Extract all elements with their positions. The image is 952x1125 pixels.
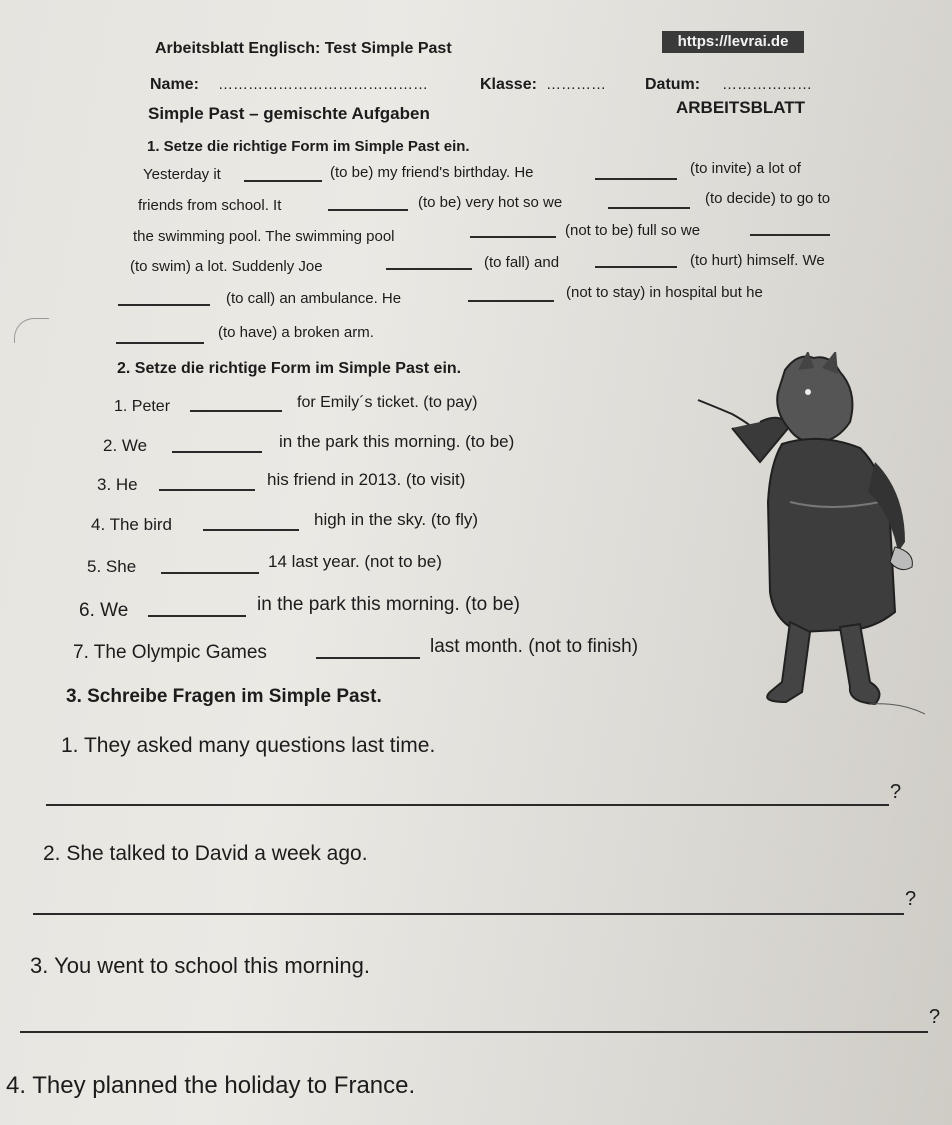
- section1-heading: 1. Setze die richtige Form im Simple Past ein.: [147, 138, 470, 155]
- exercise-item-end: high in the sky. (to fly): [314, 510, 479, 529]
- section1-text: (not to stay) in hospital but he: [566, 284, 763, 301]
- section1-text: (to be) my friend's birthday. He: [330, 164, 534, 181]
- answer-blank[interactable]: [203, 529, 299, 531]
- question-prompt: 4. They planned the holiday to France.: [6, 1072, 416, 1099]
- answer-blank[interactable]: [595, 266, 677, 268]
- exercise-item-start: 4. The bird: [91, 515, 172, 534]
- exercise-item-start: 2. We: [103, 436, 148, 455]
- date-label: Datum:: [645, 76, 701, 93]
- section1-text: the swimming pool. The swimming pool: [133, 228, 395, 245]
- section1-text: (to be) very hot so we: [418, 194, 563, 211]
- worksheet-title: Arbeitsblatt Englisch: Test Simple Past: [155, 40, 452, 57]
- section1-text: Yesterday it: [143, 166, 221, 183]
- name-label: Name:: [150, 76, 199, 93]
- answer-blank[interactable]: [159, 489, 255, 491]
- exercise-item-end: last month. (not to finish): [430, 636, 639, 657]
- exercise-item-end: his friend in 2013. (to visit): [267, 470, 466, 489]
- name-blank: ……………………………………: [218, 76, 428, 93]
- answer-blank[interactable]: [116, 342, 204, 344]
- answer-blank[interactable]: [608, 207, 690, 209]
- answer-blank[interactable]: [190, 410, 282, 412]
- answer-line[interactable]: [33, 913, 904, 915]
- answer-line[interactable]: [20, 1031, 928, 1033]
- answer-line[interactable]: [46, 804, 889, 806]
- answer-blank[interactable]: [468, 300, 554, 302]
- worksheet-subtitle: Simple Past – gemischte Aufgaben: [148, 104, 430, 123]
- section1-text: (not to be) full so we: [565, 222, 701, 239]
- class-blank: …………: [546, 76, 606, 93]
- source-url-badge[interactable]: https://levrai.de: [662, 31, 804, 53]
- exercise-item-start: 3. He: [97, 475, 138, 494]
- question-mark: ?: [890, 781, 902, 803]
- question-prompt: 2. She talked to David a week ago.: [43, 842, 368, 865]
- answer-blank[interactable]: [118, 304, 210, 306]
- question-prompt: 3. You went to school this morning.: [30, 953, 370, 978]
- exercise-item-start: 5. She: [87, 557, 137, 576]
- question-mark: ?: [905, 888, 917, 910]
- section3-heading: 3. Schreibe Fragen im Simple Past.: [66, 686, 382, 707]
- section1-text: (to call) an ambulance. He: [226, 290, 402, 307]
- answer-blank[interactable]: [386, 268, 472, 270]
- answer-blank[interactable]: [148, 615, 246, 617]
- section1-text: (to decide) to go to: [705, 190, 831, 207]
- exercise-item-end: 14 last year. (not to be): [268, 552, 442, 571]
- answer-blank[interactable]: [244, 180, 322, 182]
- section1-text: (to fall) and: [484, 254, 560, 271]
- class-label: Klasse:: [480, 76, 537, 93]
- question-prompt: 1. They asked many questions last time.: [61, 734, 436, 757]
- answer-blank[interactable]: [750, 234, 830, 236]
- section1-text: (to swim) a lot. Suddenly Joe: [130, 258, 323, 275]
- section1-text: friends from school. It: [138, 197, 282, 214]
- exercise-item-end: for Emily´s ticket. (to pay): [297, 394, 478, 411]
- section2-heading: 2. Setze die richtige Form im Simple Past ein.: [117, 360, 462, 377]
- section1-text: (to invite) a lot of: [690, 160, 801, 177]
- date-blank: ………………: [722, 76, 812, 93]
- exercise-item-end: in the park this morning. (to be): [279, 432, 515, 451]
- paper-curl-mark: [14, 318, 49, 343]
- section1-text: (to have) a broken arm.: [218, 324, 374, 341]
- answer-blank[interactable]: [172, 451, 262, 453]
- exercise-item-start: 1. Peter: [114, 398, 171, 415]
- answer-blank[interactable]: [316, 657, 420, 659]
- section1-text: (to hurt) himself. We: [690, 252, 825, 269]
- sheet-label: ARBEITSBLATT: [676, 98, 806, 117]
- question-mark: ?: [929, 1006, 941, 1028]
- exercise-item-start: 6. We: [79, 600, 129, 621]
- answer-blank[interactable]: [595, 178, 677, 180]
- answer-blank[interactable]: [328, 209, 408, 211]
- answer-blank[interactable]: [470, 236, 556, 238]
- exercise-item-end: in the park this morning. (to be): [257, 594, 520, 615]
- answer-blank[interactable]: [161, 572, 259, 574]
- wolf-in-coat-illustration: [690, 352, 925, 722]
- exercise-item-start: 7. The Olympic Games: [73, 642, 267, 663]
